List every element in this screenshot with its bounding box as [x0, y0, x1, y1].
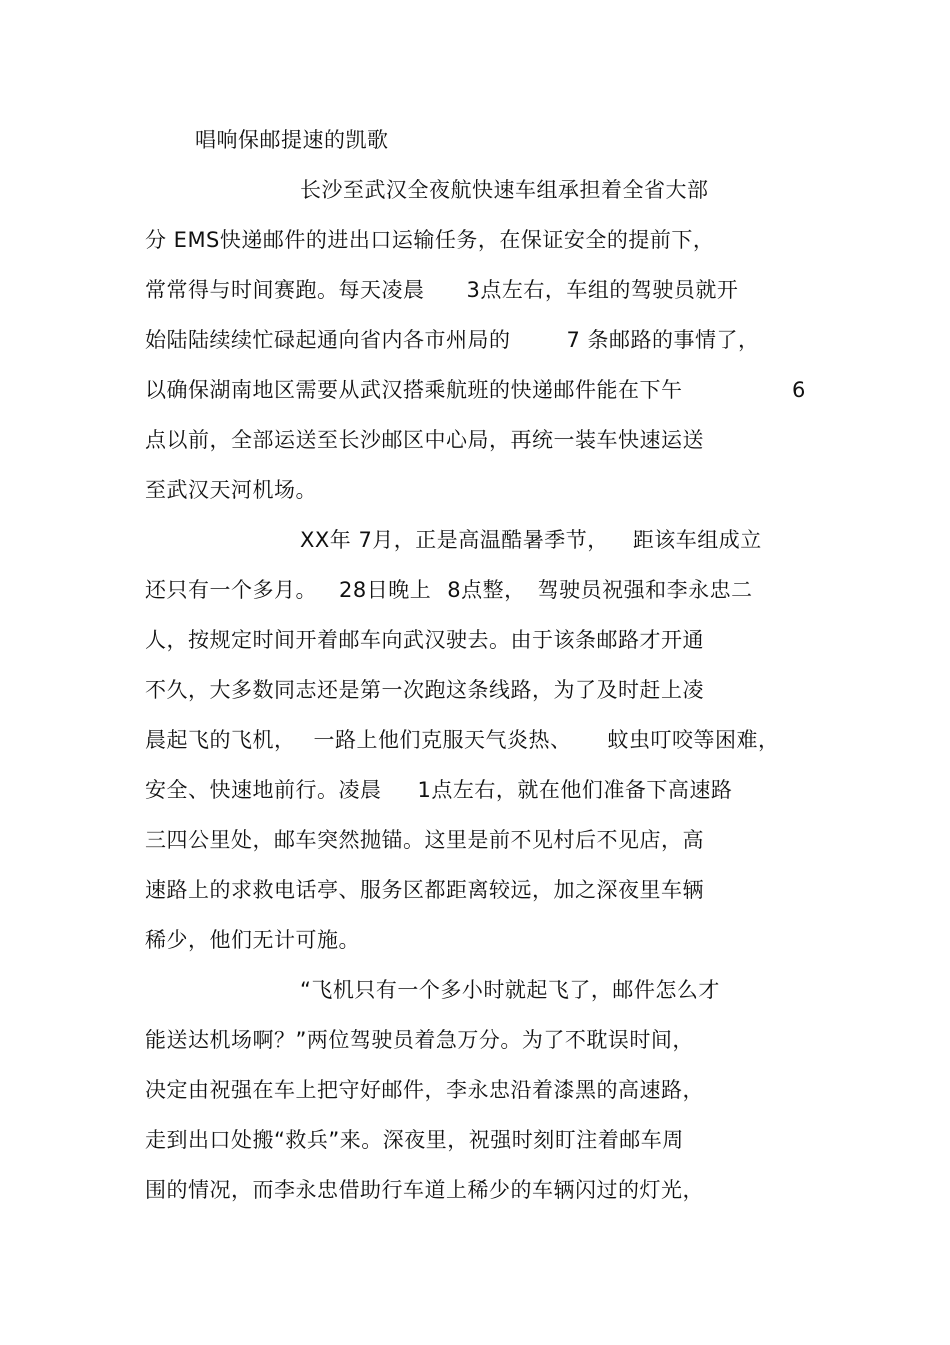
paragraph-1-line-7: 至武汉天河机场。 — [145, 478, 317, 502]
paragraph-1-line-3 — [145, 275, 738, 305]
paragraph-2-line-9: 稀少，他们无计可施。 — [145, 928, 360, 952]
text-segment: 晨起飞的飞机， — [145, 728, 296, 752]
text-segment: 安全、快速地前行。凌晨 — [145, 778, 382, 802]
paragraph-2-line-2 — [145, 575, 753, 605]
paragraph-3-line-5: 围的情况，而李永忠借助行车道上稀少的车辆闪过的灯光， — [145, 1178, 704, 1202]
paragraph-2-line-7: 三四公里处，邮车突然抛锚。这里是前不见村后不见店，高 — [145, 828, 704, 852]
paragraph-2-line-1 — [300, 525, 762, 555]
paragraph-1-line-4 — [145, 325, 760, 355]
text-segment: 始陆陆续续忙碌起通向省内各市州局的 — [145, 328, 511, 352]
text-segment: XX年 7月，正是高温酷暑季节， — [300, 528, 609, 552]
paragraph-1-line-6: 点以前，全部运送至长沙邮区中心局，再统一装车快速运送 — [145, 428, 704, 452]
text-segment: 蚊虫叮咬等困难， — [607, 728, 780, 752]
paragraph-1-line-5-end: 6 — [792, 378, 806, 402]
paragraph-2-line-5 — [145, 725, 780, 755]
text-segment: 一路上他们克服天气炎热、 — [313, 728, 572, 752]
text-segment: 常常得与时间赛跑。每天凌晨 — [145, 278, 425, 302]
paragraph-3-line-3: 决定由祝强在车上把守好邮件，李永忠沿着漆黑的高速路， — [145, 1078, 704, 1102]
text-segment: 驾驶员祝强和李永忠二 — [537, 578, 753, 602]
text-segment: 8点整， — [447, 578, 526, 602]
text-segment: 3点左右，车组的驾驶员就开 — [466, 278, 739, 302]
document-title: 唱响保邮提速的凯歌 — [195, 128, 389, 152]
paragraph-2-line-6 — [145, 775, 732, 805]
paragraph-1-line-2: 分 EMS快递邮件的进出口运输任务，在保证安全的提前下， — [145, 228, 715, 252]
paragraph-2-line-3: 人，按规定时间开着邮车向武汉驶去。由于该条邮路才开通 — [145, 628, 704, 652]
paragraph-2-line-8: 速路上的求救电话亭、服务区都距离较远，加之深夜里车辆 — [145, 878, 704, 902]
text-segment: 还只有一个多月。 — [145, 578, 317, 602]
paragraph-3-line-4: 走到出口处搬“救兵”来。深夜里，祝强时刻盯注着邮车周 — [145, 1128, 684, 1152]
paragraph-3-line-1: “飞机只有一个多小时就起飞了，邮件怎么才 — [300, 978, 720, 1002]
text-segment: 1点左右，就在他们准备下高速路 — [417, 778, 733, 802]
paragraph-1-line-5 — [145, 375, 683, 405]
text-segment: 28日晚上 — [339, 578, 432, 602]
paragraph-3-line-2: 能送达机场啊？”两位驾驶员着急万分。为了不耽误时间， — [145, 1028, 694, 1052]
paragraph-1-line-1: 长沙至武汉全夜航快速车组承担着全省大部 — [300, 178, 709, 202]
text-segment: 7 条邮路的事情了， — [566, 328, 760, 352]
text-segment: 距该车组成立 — [632, 528, 762, 552]
text-segment: 以确保湖南地区需要从武汉搭乘航班的快递邮件能在下午 — [145, 378, 683, 402]
paragraph-2-line-4: 不久，大多数同志还是第一次跑这条线路，为了及时赶上凌 — [145, 678, 704, 702]
